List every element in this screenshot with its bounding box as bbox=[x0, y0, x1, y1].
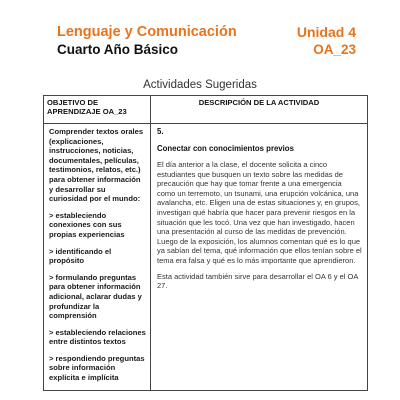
activity-table bbox=[43, 95, 368, 391]
description-cell bbox=[151, 124, 368, 391]
table-header-row bbox=[44, 96, 368, 124]
grade-subtitle: Cuarto Año Básico bbox=[57, 42, 179, 57]
objective-item: Comprender textos orales (explicaciones, instrucciones, noticias, documentales, películas, testimonios, relatos, etc.) para obtener información y desarrollar su curiosidad por el mundo: bbox=[49, 127, 144, 204]
unit-label: Unidad 4 bbox=[296, 24, 356, 40]
objective-item: > formulando preguntas para obtener información adicional, aclarar dudas y profundizar la comprensión bbox=[49, 272, 142, 321]
activity-number: 5. bbox=[157, 127, 164, 136]
header-left bbox=[57, 24, 237, 58]
table-row bbox=[44, 124, 368, 391]
objectives-cell bbox=[44, 124, 151, 391]
objective-code: OA_23 bbox=[313, 42, 356, 57]
activity-paragraph: El día anterior a la clase, el docente solicita a cinco estudiantes que busquen un texto sobre las medidas de precaución que hay que tomar frente a una emergencia como un terremoto, un tsunami, una erupción volcánica, una avalancha, etc. Eligen una de estas situaciones y, en grupos, investigan qué habría que hacer para prevenir riesgos en la situación que les tocó. Una vez que han investigado, hacen una presentación al curso de las medidas de prevención. Luego de la exposición, los alumnos comentan qué es lo que ya sabían del tema, qué información que ellos tenían sobre el tema era falsa y qué es lo más importante que aprendieron. bbox=[157, 160, 362, 265]
activity-paragraph: Esta actividad también sirve para desarrollar el OA 6 y el OA 27. bbox=[157, 271, 358, 291]
header-right bbox=[297, 24, 356, 58]
description-column-header: DESCRIPCIÓN DE LA ACTIVIDAD bbox=[151, 96, 368, 124]
activity-title: Conectar con conocimientos previos bbox=[157, 144, 294, 153]
objective-item: > respondiendo preguntas sobre información explícita e implícita bbox=[49, 353, 145, 383]
objective-column-header: OBJETIVO DE APRENDIZAJE OA_23 bbox=[44, 96, 151, 124]
objective-item: > identificando el propósito bbox=[49, 246, 112, 266]
objective-item: > estableciendo conexiones con sus propias experiencias bbox=[49, 210, 125, 239]
subject-title: Lenguaje y Comunicación bbox=[57, 24, 237, 40]
section-title: Actividades Sugeridas bbox=[143, 79, 257, 91]
objective-item: > estableciendo relaciones entre distintos textos bbox=[49, 327, 146, 347]
